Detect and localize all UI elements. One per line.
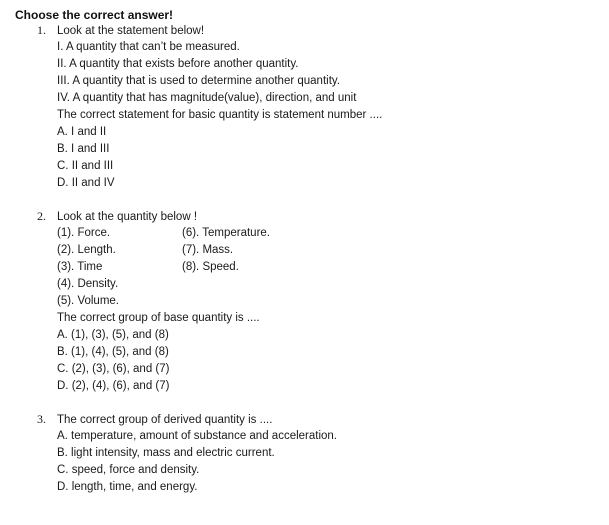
question-prompt: The correct statement for basic quantity is statement number .... — [57, 109, 383, 121]
quantity-empty-cell — [182, 276, 382, 293]
quantity-item: (1). Force. — [57, 227, 111, 239]
quantity-item: (2). Length. — [57, 244, 116, 256]
answer-option: A. (1), (3), (5), and (8) — [57, 329, 169, 341]
answer-option: C. (2), (3), (6), and (7) — [57, 363, 170, 375]
statement-item: II. A quantity that exists before another quantity. — [57, 58, 299, 70]
quantity-item: (4). Density. — [57, 278, 119, 290]
answer-option: C. II and III — [57, 160, 114, 172]
question-stem: Look at the statement below! — [57, 25, 205, 37]
answer-option: A. I and II — [57, 126, 107, 138]
answer-option: B. (1), (4), (5), and (8) — [57, 346, 169, 358]
question-2 — [37, 208, 597, 395]
answer-option: D. (2), (4), (6), and (7) — [57, 380, 170, 392]
answer-option: B. I and III — [57, 143, 110, 155]
quantity-empty-cell — [182, 293, 382, 310]
statement-item: I. A quantity that can’t be measured. — [57, 41, 240, 53]
question-stem: Look at the quantity below ! — [57, 211, 198, 223]
question-number: 3. — [37, 412, 46, 426]
quantity-item: (5). Volume. — [57, 295, 119, 307]
quantity-item: (3). Time — [57, 261, 103, 273]
question-prompt: The correct group of base quantity is .... — [57, 312, 260, 324]
statement-item: III. A quantity that is used to determine another quantity. — [57, 75, 340, 87]
question-2-stem-line — [37, 208, 597, 225]
answer-option: B. light intensity, mass and electric current. — [57, 447, 275, 459]
answer-option: D. II and IV — [57, 177, 115, 189]
answer-option: C. speed, force and density. — [57, 464, 200, 476]
answer-option: A. temperature, amount of substance and acceleration. — [57, 430, 337, 442]
question-3 — [37, 411, 597, 496]
quantity-list — [37, 225, 597, 310]
quantity-item: (6). Temperature. — [182, 227, 270, 239]
question-3-stem-line — [37, 411, 597, 428]
quantity-item: (7). Mass. — [182, 244, 234, 256]
worksheet-heading: Choose the correct answer! — [15, 8, 174, 22]
question-number: 1. — [37, 23, 46, 37]
question-number: 2. — [37, 209, 46, 223]
question-stem: The correct group of derived quantity is .... — [57, 414, 273, 426]
question-1-stem-line — [37, 22, 597, 39]
question-1 — [37, 22, 597, 192]
quantity-item: (8). Speed. — [182, 261, 239, 273]
statement-item: IV. A quantity that has magnitude(value), direction, and unit — [57, 92, 357, 104]
answer-option: D. length, time, and energy. — [57, 481, 198, 493]
